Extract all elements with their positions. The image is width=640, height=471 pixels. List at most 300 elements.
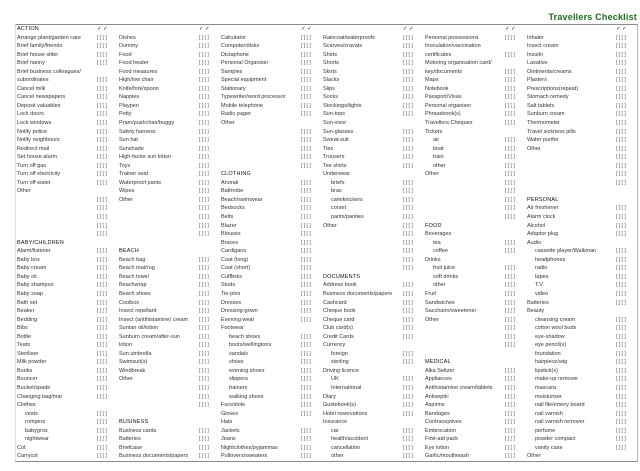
- checkbox-pair[interactable]: [ ] [ ]: [403, 51, 413, 58]
- checkbox-pair[interactable]: [ ] [ ]: [97, 205, 107, 212]
- checkbox-pair[interactable]: [ ] [ ]: [505, 179, 515, 186]
- checkbox-pair[interactable]: [ ] [ ]: [199, 402, 209, 409]
- checkbox-pair[interactable]: [ ] [ ]: [403, 154, 413, 161]
- checkbox-pair[interactable]: [ ] [ ]: [505, 402, 515, 409]
- checkbox-pair[interactable]: [ ] [ ]: [505, 248, 515, 255]
- checkbox-pair[interactable]: [ ] [ ]: [199, 145, 209, 152]
- checkbox-pair[interactable]: [ ] [ ]: [616, 436, 626, 443]
- checkbox-pair[interactable]: [ ] [ ]: [301, 102, 311, 109]
- checkbox-pair[interactable]: [ ] [ ]: [97, 299, 107, 306]
- checkbox-pair[interactable]: [ ] [ ]: [616, 85, 626, 92]
- checkbox-pair[interactable]: [ ] [ ]: [403, 85, 413, 92]
- checkbox-pair[interactable]: [ ] [ ]: [199, 51, 209, 58]
- checkbox-pair[interactable]: [ ] [ ]: [616, 137, 626, 144]
- checkbox-pair[interactable]: [ ] [ ]: [301, 128, 311, 135]
- checkbox-pair[interactable]: [ ] [ ]: [403, 436, 413, 443]
- item-label: Beach shoes: [119, 290, 151, 297]
- checkbox-pair[interactable]: [ ] [ ]: [97, 137, 107, 144]
- checkbox-pair[interactable]: [ ] [ ]: [403, 102, 413, 109]
- checkbox-pair[interactable]: [ ] [ ]: [301, 85, 311, 92]
- checkbox-pair[interactable]: [ ] [ ]: [505, 102, 515, 109]
- checkbox-pair[interactable]: [ ] [ ]: [505, 214, 515, 221]
- checkbox-pair[interactable]: [ ] [ ]: [97, 444, 107, 451]
- checkbox-pair[interactable]: [ ] [ ]: [301, 137, 311, 144]
- item-label: Raincoat/waterproofs: [323, 34, 375, 41]
- checkbox-pair[interactable]: [ ] [ ]: [403, 402, 413, 409]
- checkbox-pair[interactable]: [ ] [ ]: [97, 154, 107, 161]
- checkbox-pair[interactable]: [ ] [ ]: [616, 248, 626, 255]
- checkbox-pair[interactable]: [ ] [ ]: [301, 376, 311, 383]
- item-label: Sandwiches: [425, 299, 455, 306]
- checkbox-pair[interactable]: [ ] [ ]: [616, 145, 626, 152]
- checkbox-pair[interactable]: [ ] [ ]: [403, 333, 413, 340]
- checkbox-pair[interactable]: [ ] [ ]: [199, 94, 209, 101]
- item-label: First-aid pack: [425, 436, 459, 443]
- checkbox-pair[interactable]: [ ] [ ]: [301, 367, 311, 374]
- checkbox-pair[interactable]: [ ] [ ]: [403, 68, 413, 75]
- checkbox-pair[interactable]: [ ] [ ]: [403, 188, 413, 195]
- checkbox-pair[interactable]: [ ] [ ]: [616, 43, 626, 50]
- item-label: Blouses: [221, 231, 241, 238]
- checkbox-pair[interactable]: [ ] [ ]: [199, 316, 209, 323]
- checkbox-pair[interactable]: [ ] [ ]: [301, 333, 311, 340]
- checkbox-pair[interactable]: [ ] [ ]: [616, 214, 626, 221]
- checkbox-pair[interactable]: [ ] [ ]: [97, 128, 107, 135]
- checkbox-pair[interactable]: [ ] [ ]: [97, 282, 107, 289]
- checkbox-pair[interactable]: [ ] [ ]: [505, 419, 515, 426]
- checklist-item-row: [425, 428, 527, 437]
- checkbox-pair[interactable]: [ ] [ ]: [616, 402, 626, 409]
- checkbox-pair[interactable]: [ ] [ ]: [199, 308, 209, 315]
- checkbox-pair[interactable]: [ ] [ ]: [505, 393, 515, 400]
- checkbox-pair[interactable]: [ ] [ ]: [301, 410, 311, 417]
- checkbox-pair[interactable]: [ ] [ ]: [199, 265, 209, 272]
- checkbox-pair[interactable]: [ ] [ ]: [505, 299, 515, 306]
- checkbox-pair[interactable]: [ ] [ ]: [301, 231, 311, 238]
- checkbox-pair[interactable]: [ ] [ ]: [199, 60, 209, 67]
- checkbox-pair[interactable]: [ ] [ ]: [199, 120, 209, 127]
- checklist-item-row: [425, 411, 527, 420]
- checkbox-pair[interactable]: [ ] [ ]: [199, 231, 209, 238]
- checkbox-pair[interactable]: [ ] [ ]: [97, 214, 107, 221]
- checkbox-pair[interactable]: [ ] [ ]: [97, 410, 107, 417]
- checkbox-pair[interactable]: [ ] [ ]: [97, 145, 107, 152]
- checkbox-pair[interactable]: [ ] [ ]: [403, 145, 413, 152]
- checkbox-pair[interactable]: [ ] [ ]: [97, 419, 107, 426]
- checkbox-pair[interactable]: [ ] [ ]: [199, 273, 209, 280]
- checklist-item-row: [527, 308, 638, 317]
- item-label: Safety harness: [119, 128, 156, 135]
- checkbox-pair[interactable]: [ ] [ ]: [403, 137, 413, 144]
- checkbox-pair[interactable]: [ ] [ ]: [199, 376, 209, 383]
- checklist-item-row: [323, 146, 425, 155]
- checkbox-pair[interactable]: [ ] [ ]: [301, 316, 311, 323]
- checkbox-pair[interactable]: [ ] [ ]: [616, 333, 626, 340]
- checkbox-pair[interactable]: [ ] [ ]: [97, 231, 107, 238]
- checkbox-pair[interactable]: [ ] [ ]: [199, 196, 209, 203]
- checkbox-pair[interactable]: [ ] [ ]: [505, 120, 515, 127]
- checkbox-pair[interactable]: [ ] [ ]: [403, 359, 413, 366]
- checkbox-pair[interactable]: [ ] [ ]: [616, 410, 626, 417]
- checkbox-pair[interactable]: [ ] [ ]: [301, 51, 311, 58]
- checklist-item-row: [527, 248, 638, 257]
- item-label: Address book: [323, 282, 357, 289]
- checkbox-pair[interactable]: [ ] [ ]: [199, 290, 209, 297]
- checkbox-pair[interactable]: [ ] [ ]: [505, 273, 515, 280]
- checkbox-pair[interactable]: [ ] [ ]: [505, 290, 515, 297]
- checkbox-pair[interactable]: [ ] [ ]: [199, 179, 209, 186]
- checkbox-pair[interactable]: [ ] [ ]: [199, 325, 209, 332]
- checkbox-pair[interactable]: [ ] [ ]: [301, 94, 311, 101]
- checkbox-pair[interactable]: [ ] [ ]: [199, 367, 209, 374]
- checkbox-pair[interactable]: [ ] [ ]: [505, 162, 515, 169]
- checkbox-pair[interactable]: [ ] [ ]: [199, 162, 209, 169]
- checkbox-pair[interactable]: [ ] [ ]: [505, 410, 515, 417]
- section-header-row: [425, 26, 527, 35]
- checkbox-pair[interactable]: [ ] [ ]: [97, 85, 107, 92]
- checkbox-pair[interactable]: [ ] [ ]: [97, 376, 107, 383]
- item-label: sandals: [229, 350, 248, 357]
- checkbox-pair[interactable]: [ ] [ ]: [616, 120, 626, 127]
- checkbox-pair[interactable]: [ ] [ ]: [301, 427, 311, 434]
- checkbox-pair[interactable]: [ ] [ ]: [301, 196, 311, 203]
- checkbox-pair[interactable]: [ ] [ ]: [403, 299, 413, 306]
- checklist-item-row: [527, 146, 638, 155]
- checkbox-pair[interactable]: [ ] [ ]: [505, 384, 515, 391]
- checkbox-pair[interactable]: [ ] [ ]: [505, 145, 515, 152]
- checkbox-pair[interactable]: [ ] [ ]: [403, 265, 413, 272]
- checkbox-pair[interactable]: [ ] [ ]: [301, 68, 311, 75]
- checkbox-pair[interactable]: [ ] [ ]: [403, 239, 413, 246]
- checkbox-pair[interactable]: [ ] [ ]: [505, 171, 515, 178]
- checkbox-pair[interactable]: [ ] [ ]: [616, 419, 626, 426]
- checkbox-pair[interactable]: [ ] [ ]: [199, 111, 209, 118]
- checkbox-pair[interactable]: [ ] [ ]: [616, 273, 626, 280]
- checkbox-pair[interactable]: [ ] [ ]: [505, 77, 515, 84]
- checkbox-pair[interactable]: [ ] [ ]: [199, 137, 209, 144]
- checkbox-pair[interactable]: [ ] [ ]: [301, 145, 311, 152]
- checkbox-pair[interactable]: [ ] [ ]: [301, 273, 311, 280]
- checkbox-pair[interactable]: [ ] [ ]: [199, 128, 209, 135]
- checkbox-pair[interactable]: [ ] [ ]: [616, 128, 626, 135]
- checkbox-pair[interactable]: [ ] [ ]: [616, 94, 626, 101]
- checkbox-pair[interactable]: [ ] [ ]: [505, 34, 515, 41]
- checkbox-pair[interactable]: [ ] [ ]: [301, 342, 311, 349]
- checkbox-pair[interactable]: [ ] [ ]: [97, 102, 107, 109]
- checkbox-pair[interactable]: [ ] [ ]: [403, 308, 413, 315]
- checkbox-pair[interactable]: [ ] [ ]: [616, 34, 626, 41]
- checkbox-pair[interactable]: [ ] [ ]: [403, 94, 413, 101]
- checkbox-pair[interactable]: [ ] [ ]: [97, 359, 107, 366]
- checkbox-pair[interactable]: [ ] [ ]: [301, 111, 311, 118]
- checkbox-pair[interactable]: [ ] [ ]: [97, 60, 107, 67]
- checkbox-pair[interactable]: [ ] [ ]: [616, 51, 626, 58]
- item-label: cleansing cream: [535, 316, 576, 323]
- checkbox-pair[interactable]: [ ] [ ]: [505, 196, 515, 203]
- checkbox-pair[interactable]: [ ] [ ]: [505, 85, 515, 92]
- item-label: Business documents/papers: [119, 453, 189, 460]
- checkbox-pair[interactable]: [ ] [ ]: [301, 248, 311, 255]
- checkbox-pair[interactable]: [ ] [ ]: [616, 171, 626, 178]
- checkbox-pair[interactable]: [ ] [ ]: [301, 205, 311, 212]
- checkbox-pair[interactable]: [ ] [ ]: [301, 188, 311, 195]
- checkbox-pair[interactable]: [ ] [ ]: [199, 436, 209, 443]
- checkbox-pair[interactable]: [ ] [ ]: [301, 384, 311, 391]
- checkbox-pair[interactable]: [ ] [ ]: [616, 384, 626, 391]
- checkbox-pair[interactable]: [ ] [ ]: [97, 384, 107, 391]
- checkbox-pair[interactable]: [ ] [ ]: [301, 256, 311, 263]
- checkbox-pair[interactable]: [ ] [ ]: [403, 427, 413, 434]
- checkbox-pair[interactable]: [ ] [ ]: [505, 376, 515, 383]
- checkbox-pair[interactable]: [ ] [ ]: [616, 393, 626, 400]
- checkbox-pair[interactable]: [ ] [ ]: [97, 94, 107, 101]
- checkbox-pair[interactable]: [ ] [ ]: [199, 393, 209, 400]
- item-label: Notify police: [17, 128, 47, 135]
- checkbox-pair[interactable]: [ ] [ ]: [97, 248, 107, 255]
- checkbox-pair[interactable]: [ ] [ ]: [616, 316, 626, 323]
- checkbox-pair[interactable]: [ ] [ ]: [403, 248, 413, 255]
- checkbox-pair[interactable]: [ ] [ ]: [403, 162, 413, 169]
- checkbox-pair[interactable]: [ ] [ ]: [301, 359, 311, 366]
- checkbox-pair[interactable]: [ ] [ ]: [97, 34, 107, 41]
- checkbox-pair[interactable]: [ ] [ ]: [199, 299, 209, 306]
- checkbox-pair[interactable]: [ ] [ ]: [616, 427, 626, 434]
- checkbox-pair[interactable]: [ ] [ ]: [403, 325, 413, 332]
- checkbox-pair[interactable]: [ ] [ ]: [97, 290, 107, 297]
- checkbox-pair[interactable]: [ ] [ ]: [403, 453, 413, 460]
- checkbox-pair[interactable]: [ ] [ ]: [616, 342, 626, 349]
- checkbox-pair[interactable]: [ ] [ ]: [616, 376, 626, 383]
- checkbox-pair[interactable]: [ ] [ ]: [301, 265, 311, 272]
- checkbox-pair[interactable]: [ ] [ ]: [505, 154, 515, 161]
- checkbox-pair[interactable]: [ ] [ ]: [616, 77, 626, 84]
- item-label: Insect cream: [527, 43, 559, 50]
- checkbox-pair[interactable]: [ ] [ ]: [301, 282, 311, 289]
- checkbox-pair[interactable]: [ ] [ ]: [616, 205, 626, 212]
- checkbox-pair[interactable]: [ ] [ ]: [505, 342, 515, 349]
- checkbox-pair[interactable]: [ ] [ ]: [97, 222, 107, 229]
- checkbox-pair[interactable]: [ ] [ ]: [301, 77, 311, 84]
- checkbox-pair[interactable]: [ ] [ ]: [301, 239, 311, 246]
- checkbox-pair[interactable]: [ ] [ ]: [505, 111, 515, 118]
- checkbox-pair[interactable]: [ ] [ ]: [97, 453, 107, 460]
- checkbox-pair[interactable]: [ ] [ ]: [97, 367, 107, 374]
- checkbox-pair[interactable]: [ ] [ ]: [199, 444, 209, 451]
- checkbox-pair[interactable]: [ ] [ ]: [616, 290, 626, 297]
- checkbox-pair[interactable]: [ ] [ ]: [616, 265, 626, 272]
- checkbox-pair[interactable]: [ ] [ ]: [301, 393, 311, 400]
- checkbox-pair[interactable]: [ ] [ ]: [403, 205, 413, 212]
- item-label: Other: [527, 145, 541, 152]
- checkbox-pair[interactable]: [ ] [ ]: [199, 282, 209, 289]
- checkbox-pair[interactable]: [ ] [ ]: [199, 154, 209, 161]
- checkbox-pair[interactable]: [ ] [ ]: [97, 333, 107, 340]
- checkbox-pair[interactable]: [ ] [ ]: [403, 376, 413, 383]
- checkbox-pair[interactable]: [ ] [ ]: [199, 188, 209, 195]
- checkbox-pair[interactable]: [ ] [ ]: [199, 34, 209, 41]
- checkbox-pair[interactable]: [ ] [ ]: [616, 154, 626, 161]
- checkbox-pair[interactable]: [ ] [ ]: [97, 273, 107, 280]
- item-label: Saccharin/sweetener: [425, 308, 477, 315]
- checkbox-pair[interactable]: [ ] [ ]: [505, 444, 515, 451]
- checkbox-pair[interactable]: [ ] [ ]: [301, 299, 311, 306]
- checkbox-pair[interactable]: [ ] [ ]: [199, 205, 209, 212]
- item-label: Bibs: [17, 325, 28, 332]
- checkbox-pair[interactable]: [ ] [ ]: [616, 179, 626, 186]
- checkbox-pair[interactable]: [ ] [ ]: [403, 214, 413, 221]
- checklist-item-row: [221, 385, 323, 394]
- checkbox-pair[interactable]: [ ] [ ]: [301, 34, 311, 41]
- checkbox-pair[interactable]: [ ] [ ]: [301, 162, 311, 169]
- checkbox-pair[interactable]: [ ] [ ]: [301, 453, 311, 460]
- checkbox-pair[interactable]: [ ] [ ]: [97, 427, 107, 434]
- checklist-item-row: [527, 317, 638, 326]
- checkbox-pair[interactable]: [ ] [ ]: [505, 282, 515, 289]
- checkbox-pair[interactable]: [ ] [ ]: [97, 342, 107, 349]
- checkbox-pair[interactable]: [ ] [ ]: [616, 68, 626, 75]
- checkbox-pair[interactable]: [ ] [ ]: [199, 384, 209, 391]
- checkbox-pair[interactable]: [ ] [ ]: [403, 77, 413, 84]
- checklist-item-row: [221, 265, 323, 274]
- write-in-row: [425, 205, 527, 214]
- checkbox-pair[interactable]: [ ] [ ]: [301, 290, 311, 297]
- checkbox-pair[interactable]: [ ] [ ]: [97, 162, 107, 169]
- checkbox-pair[interactable]: [ ] [ ]: [403, 282, 413, 289]
- checkbox-pair[interactable]: [ ] [ ]: [199, 350, 209, 357]
- checkbox-pair[interactable]: [ ] [ ]: [403, 410, 413, 417]
- checkbox-pair[interactable]: [ ] [ ]: [301, 154, 311, 161]
- checkbox-pair[interactable]: [ ] [ ]: [199, 359, 209, 366]
- checkbox-pair[interactable]: [ ] [ ]: [97, 77, 107, 84]
- checkbox-pair[interactable]: [ ] [ ]: [505, 427, 515, 434]
- checkbox-pair[interactable]: [ ] [ ]: [97, 43, 107, 50]
- checkbox-pair[interactable]: [ ] [ ]: [403, 179, 413, 186]
- checkbox-pair[interactable]: [ ] [ ]: [301, 179, 311, 186]
- checkbox-pair[interactable]: [ ] [ ]: [199, 77, 209, 84]
- checkbox-pair[interactable]: [ ] [ ]: [301, 308, 311, 315]
- checkbox-pair[interactable]: [ ] [ ]: [616, 325, 626, 332]
- checkbox-pair[interactable]: [ ] [ ]: [97, 265, 107, 272]
- checkbox-pair[interactable]: [ ] [ ]: [505, 325, 515, 332]
- checkbox-pair[interactable]: [ ] [ ]: [403, 222, 413, 229]
- checkbox-pair[interactable]: [ ] [ ]: [616, 282, 626, 289]
- checklist-item-row: [323, 205, 425, 214]
- checklist-item-row: [527, 394, 638, 403]
- checkbox-pair[interactable]: [ ] [ ]: [403, 231, 413, 238]
- checkbox-pair[interactable]: [ ] [ ]: [97, 436, 107, 443]
- checkbox-pair[interactable]: [ ] [ ]: [403, 384, 413, 391]
- checkbox-pair[interactable]: [ ] [ ]: [301, 402, 311, 409]
- checkbox-pair[interactable]: [ ] [ ]: [199, 43, 209, 50]
- checkbox-pair[interactable]: [ ] [ ]: [97, 196, 107, 203]
- checkbox-pair[interactable]: [ ] [ ]: [199, 214, 209, 221]
- checkbox-pair[interactable]: [ ] [ ]: [616, 367, 626, 374]
- checkbox-pair[interactable]: [ ] [ ]: [301, 43, 311, 50]
- item-label: Samples: [221, 68, 243, 75]
- checkbox-pair[interactable]: [ ] [ ]: [301, 60, 311, 67]
- checkbox-pair[interactable]: [ ] [ ]: [301, 436, 311, 443]
- checkbox-pair[interactable]: [ ] [ ]: [97, 179, 107, 186]
- checkbox-pair[interactable]: [ ] [ ]: [505, 453, 515, 460]
- checkbox-pair[interactable]: [ ] [ ]: [97, 316, 107, 323]
- checkbox-pair[interactable]: [ ] [ ]: [616, 359, 626, 366]
- write-in-row: [323, 231, 425, 240]
- checkbox-pair[interactable]: [ ] [ ]: [505, 188, 515, 195]
- checkbox-pair[interactable]: [ ] [ ]: [97, 171, 107, 178]
- checkbox-pair[interactable]: [ ] [ ]: [505, 367, 515, 374]
- checkbox-pair[interactable]: [ ] [ ]: [403, 393, 413, 400]
- checkbox-pair[interactable]: [ ] [ ]: [505, 316, 515, 323]
- checkbox-pair[interactable]: [ ] [ ]: [505, 205, 515, 212]
- checkbox-pair[interactable]: [ ] [ ]: [505, 68, 515, 75]
- checkbox-pair[interactable]: [ ] [ ]: [301, 444, 311, 451]
- checkbox-pair[interactable]: [ ] [ ]: [403, 43, 413, 50]
- checkbox-pair[interactable]: [ ] [ ]: [505, 51, 515, 58]
- checkbox-pair[interactable]: [ ] [ ]: [97, 308, 107, 315]
- checkbox-pair[interactable]: [ ] [ ]: [403, 128, 413, 135]
- checkbox-pair[interactable]: [ ] [ ]: [505, 333, 515, 340]
- checkbox-pair[interactable]: [ ] [ ]: [97, 393, 107, 400]
- checkbox-pair[interactable]: [ ] [ ]: [199, 453, 209, 460]
- checkbox-pair[interactable]: [ ] [ ]: [616, 444, 626, 451]
- checkbox-pair[interactable]: [ ] [ ]: [97, 120, 107, 127]
- checkbox-pair[interactable]: [ ] [ ]: [505, 436, 515, 443]
- checkbox-pair[interactable]: [ ] [ ]: [301, 222, 311, 229]
- checkbox-pair[interactable]: [ ] [ ]: [505, 308, 515, 315]
- checkbox-pair[interactable]: [ ] [ ]: [403, 290, 413, 297]
- checkbox-pair[interactable]: [ ] [ ]: [616, 60, 626, 67]
- checkbox-pair[interactable]: [ ] [ ]: [403, 196, 413, 203]
- checkbox-pair[interactable]: [ ] [ ]: [301, 350, 311, 357]
- checkbox-pair[interactable]: [ ] [ ]: [403, 256, 413, 263]
- checkbox-pair[interactable]: [ ] [ ]: [97, 51, 107, 58]
- checkbox-pair[interactable]: [ ] [ ]: [199, 222, 209, 229]
- checkbox-pair[interactable]: [ ] [ ]: [199, 256, 209, 263]
- checkbox-pair[interactable]: [ ] [ ]: [403, 34, 413, 41]
- checkbox-pair[interactable]: [ ] [ ]: [199, 342, 209, 349]
- checkbox-pair[interactable]: [ ] [ ]: [616, 222, 626, 229]
- checkbox-pair[interactable]: [ ] [ ]: [616, 299, 626, 306]
- checkbox-pair[interactable]: [ ] [ ]: [199, 102, 209, 109]
- checkbox-pair[interactable]: [ ] [ ]: [616, 102, 626, 109]
- checkbox-pair[interactable]: [ ] [ ]: [505, 137, 515, 144]
- checkbox-pair[interactable]: [ ] [ ]: [97, 325, 107, 332]
- checkbox-pair[interactable]: [ ] [ ]: [403, 316, 413, 323]
- checkbox-pair[interactable]: [ ] [ ]: [199, 85, 209, 92]
- checkbox-pair[interactable]: [ ] [ ]: [403, 444, 413, 451]
- checkbox-pair[interactable]: [ ] [ ]: [199, 68, 209, 75]
- checkbox-pair[interactable]: [ ] [ ]: [505, 239, 515, 246]
- write-in-row: [119, 231, 221, 240]
- checkbox-pair[interactable]: [ ] [ ]: [97, 111, 107, 118]
- checkbox-pair[interactable]: [ ] [ ]: [505, 265, 515, 272]
- checkbox-pair[interactable]: [ ] [ ]: [505, 94, 515, 101]
- checkbox-pair[interactable]: [ ] [ ]: [616, 231, 626, 238]
- checkbox-pair[interactable]: [ ] [ ]: [97, 350, 107, 357]
- checkbox-pair[interactable]: [ ] [ ]: [301, 214, 311, 221]
- checkbox-pair[interactable]: [ ] [ ]: [403, 60, 413, 67]
- checkbox-pair[interactable]: [ ] [ ]: [97, 256, 107, 263]
- checkbox-pair[interactable]: [ ] [ ]: [616, 256, 626, 263]
- checkbox-pair[interactable]: [ ] [ ]: [403, 111, 413, 118]
- checkbox-pair[interactable]: [ ] [ ]: [616, 350, 626, 357]
- checkbox-pair[interactable]: [ ] [ ]: [199, 427, 209, 434]
- checkbox-pair[interactable]: [ ] [ ]: [403, 350, 413, 357]
- checkbox-pair[interactable]: [ ] [ ]: [199, 333, 209, 340]
- checkbox-pair[interactable]: [ ] [ ]: [616, 162, 626, 169]
- checkbox-pair[interactable]: [ ] [ ]: [199, 171, 209, 178]
- checkbox-pair[interactable]: [ ] [ ]: [616, 111, 626, 118]
